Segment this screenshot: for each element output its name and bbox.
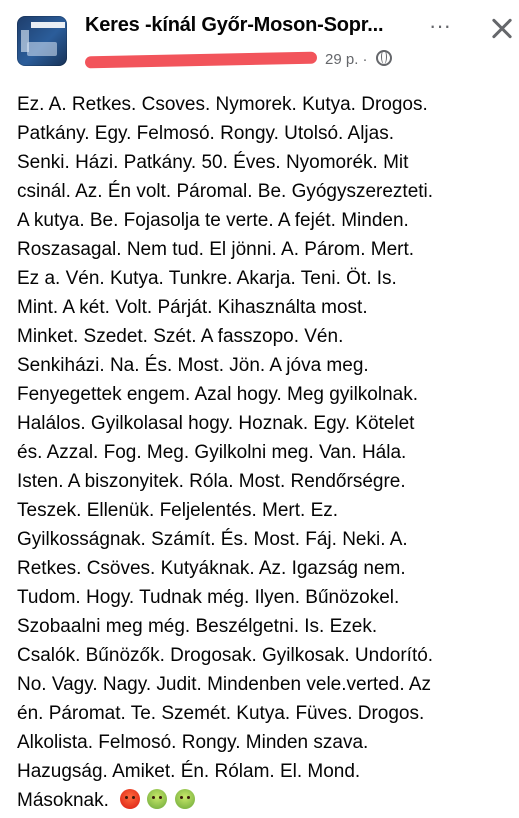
avatar-logo-panel — [27, 42, 57, 56]
nauseated-face-icon — [147, 789, 167, 809]
post-line: Csalók. Bűnözők. Drogosak. Gyilkosak. Undorító. — [17, 645, 434, 666]
post-line: Ez. A. Retkes. Csoves. Nymorek. Kutya. Drogos. — [17, 94, 428, 115]
post-line: és. Azzal. Fog. Meg. Gyilkolni meg. Van. Hála. — [17, 442, 407, 463]
close-icon[interactable] — [487, 14, 517, 44]
post-time-label: 29 p. · — [325, 51, 368, 68]
group-avatar[interactable] — [17, 16, 67, 66]
post-header — [0, 0, 519, 80]
post-line: Fenyegettek engem. Azal hogy. Meg gyilkolnak. — [17, 384, 418, 405]
post-line: Senkiházi. Na. És. Most. Jön. A jóva meg. — [17, 355, 369, 376]
post-line: Teszek. Ellenük. Feljelentés. Mert. Ez. — [17, 500, 339, 521]
angry-face-icon — [120, 789, 140, 809]
post-line: Ez a. Vén. Kutya. Tunkre. Akarja. Teni. Öt. Is. — [17, 268, 397, 289]
post-line: csinál. Az. Én volt. Páromal. Be. Gyógyszerezteti. — [17, 181, 434, 202]
post-line: Tudom. Hogy. Tudnak még. Ilyen. Bűnözokel. — [17, 587, 400, 608]
post-line: én. Páromat. Te. Szemét. Kutya. Füves. Drogos. — [17, 703, 425, 724]
post-line: Szobaalni meg még. Beszélgetni. Is. Ezek. — [17, 616, 378, 637]
post-line: Mint. A két. Volt. Párját. Kihasználta most. — [17, 297, 368, 318]
post-line-text: Másoknak. — [17, 790, 109, 811]
post-line: Patkány. Egy. Felmosó. Rongy. Utolsó. Aljas. — [17, 123, 394, 144]
avatar-logo-bar — [31, 22, 65, 28]
post-line: Isten. A biszonyitek. Róla. Most. Rendőrségre. — [17, 471, 406, 492]
post-line: Senki. Házi. Patkány. 50. Éves. Nyomorék. Mit — [17, 152, 409, 173]
post-text — [17, 90, 513, 815]
post-line: Roszasagal. Nem tud. El jönni. A. Párom. Mert. — [17, 239, 415, 260]
post-line: Gyilkosságnak. Számít. És. Most. Fáj. Neki. A. — [17, 529, 408, 550]
redacted-author-name — [85, 52, 317, 69]
post-line: A kutya. Be. Fojasolja te verte. A fejét. Minden. — [17, 210, 409, 231]
post-line: Halálos. Gyilkolasal hogy. Hoznak. Egy. Kötelet — [17, 413, 415, 434]
more-options-icon[interactable]: ··· — [429, 13, 451, 38]
post-line: No. Vagy. Nagy. Judit. Mindenben vele.verted. Az — [17, 674, 432, 695]
emoji-row — [120, 789, 197, 818]
post-last-line — [17, 786, 513, 815]
post-line: Hazugság. Amiket. Én. Rólam. El. Mond. — [17, 761, 361, 782]
post-line: Minket. Szedet. Szét. A fasszopo. Vén. — [17, 326, 344, 347]
globe-icon — [376, 50, 392, 66]
post-line: Alkolista. Felmosó. Rongy. Minden szava. — [17, 732, 369, 753]
nauseated-face-icon — [175, 789, 195, 809]
post-time[interactable] — [325, 50, 392, 68]
post-meta — [85, 50, 415, 70]
group-title[interactable]: Keres -kínál Győr-Moson-Sopr... — [85, 14, 384, 36]
post-line: Retkes. Csöves. Kutyáknak. Az. Igazság nem. — [17, 558, 406, 579]
